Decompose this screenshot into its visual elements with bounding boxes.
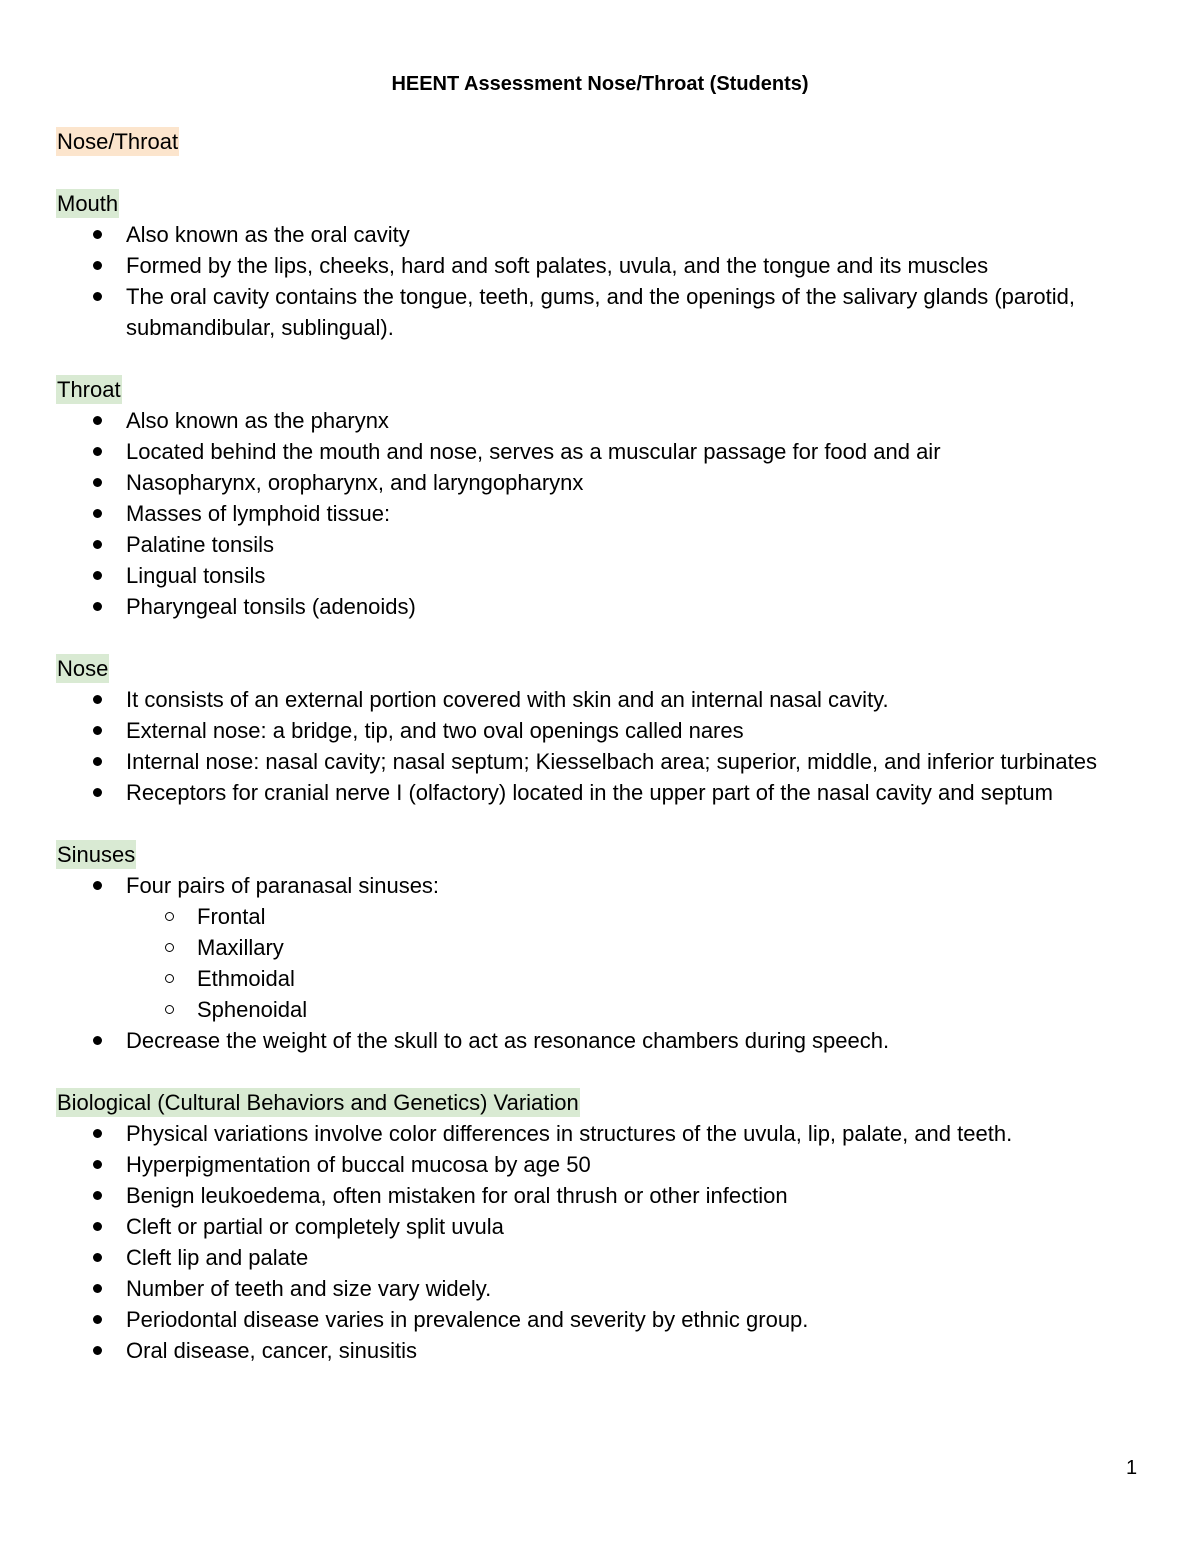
document-body: [56, 126, 1156, 1366]
list-item: Physical variations involve color differences in structures of the uvula, lip, palate, and teeth.: [56, 1118, 1156, 1149]
nose-list: [56, 684, 1156, 808]
document-title: HEENT Assessment Nose/Throat (Students): [391, 73, 809, 95]
list-item: Decrease the weight of the skull to act as resonance chambers during speech.: [56, 1025, 1156, 1056]
heading-sinuses: Sinuses: [57, 842, 136, 867]
list-item: Lingual tonsils: [56, 560, 1156, 591]
biological-list: [56, 1118, 1156, 1366]
list-item: Hyperpigmentation of buccal mucosa by age 50: [56, 1149, 1156, 1180]
list-item: Oral disease, cancer, sinusitis: [56, 1335, 1156, 1366]
mouth-list: [56, 219, 1156, 343]
list-item: Receptors for cranial nerve I (olfactory) located in the upper part of the nasal cavity and septum: [56, 777, 1156, 808]
heading-biological-variation: Biological (Cultural Behaviors and Genetics) Variation: [57, 1090, 579, 1115]
list-item: Palatine tonsils: [56, 529, 1156, 560]
list-item: Masses of lymphoid tissue:: [56, 498, 1156, 529]
sinuses-list: [56, 870, 1156, 1056]
list-item: The oral cavity contains the tongue, teeth, gums, and the openings of the salivary glands (parotid, submandibular, sublingual).: [56, 281, 1156, 343]
heading-mouth: Mouth: [57, 191, 119, 216]
heading-nose: Nose: [57, 656, 109, 681]
list-item: Located behind the mouth and nose, serves as a muscular passage for food and air: [56, 436, 1156, 467]
list-item: Nasopharynx, oropharynx, and laryngopharynx: [56, 467, 1156, 498]
list-item: Cleft lip and palate: [56, 1242, 1156, 1273]
list-item: External nose: a bridge, tip, and two oval openings called nares: [56, 715, 1156, 746]
list-item: Also known as the oral cavity: [56, 219, 1156, 250]
page-number: 1: [1126, 1457, 1138, 1479]
list-item: Pharyngeal tonsils (adenoids): [56, 591, 1156, 622]
sub-list-item: Ethmoidal: [56, 963, 1156, 994]
list-item: Benign leukoedema, often mistaken for oral thrush or other infection: [56, 1180, 1156, 1211]
list-item: Periodontal disease varies in prevalence and severity by ethnic group.: [56, 1304, 1156, 1335]
sub-list-item: Frontal: [56, 901, 1156, 932]
section-heading-nose-throat: Nose/Throat: [57, 129, 179, 154]
sub-list-item: Sphenoidal: [56, 994, 1156, 1025]
list-item: Number of teeth and size vary widely.: [56, 1273, 1156, 1304]
list-item: Internal nose: nasal cavity; nasal septum; Kiesselbach area; superior, middle, and inferior turbinates: [56, 746, 1156, 777]
list-item: Four pairs of paranasal sinuses:: [56, 870, 1156, 901]
list-item: Also known as the pharynx: [56, 405, 1156, 436]
list-item: Formed by the lips, cheeks, hard and soft palates, uvula, and the tongue and its muscles: [56, 250, 1156, 281]
heading-throat: Throat: [57, 377, 121, 402]
list-item: Cleft or partial or completely split uvula: [56, 1211, 1156, 1242]
list-item: It consists of an external portion covered with skin and an internal nasal cavity.: [56, 684, 1156, 715]
sub-list-item: Maxillary: [56, 932, 1156, 963]
throat-list: [56, 405, 1156, 622]
